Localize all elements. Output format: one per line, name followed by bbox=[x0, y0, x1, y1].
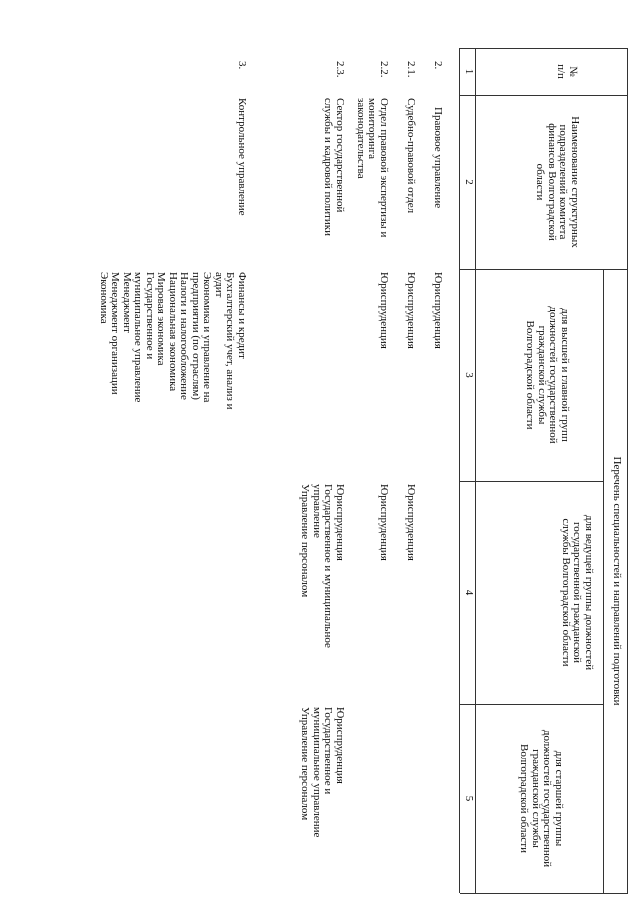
row-col5 bbox=[299, 707, 345, 837]
row-name-line: законодательства bbox=[355, 98, 367, 179]
row-col5-line: муниципальное управление bbox=[311, 707, 323, 838]
row-col3-line: Финансы и кредит bbox=[236, 272, 248, 359]
row-name bbox=[432, 107, 444, 208]
row-col3-line: Экономика и управление на bbox=[201, 272, 214, 403]
row-col3-line: Мировая экономика bbox=[155, 272, 168, 366]
header-col4-line: службы Волгоградской области bbox=[560, 518, 572, 667]
header-col4-line: для ведущей группы должностей bbox=[583, 514, 595, 671]
header-col1-line: № bbox=[567, 66, 579, 77]
column-number-2: 2 bbox=[463, 179, 475, 185]
row-name-line: службы и кадровой политики bbox=[322, 98, 335, 237]
header-col2-line: подразделений комитета bbox=[557, 124, 570, 240]
numbers-row-bottom-border bbox=[459, 48, 460, 893]
header-col5-line: гражданской службы bbox=[530, 749, 542, 848]
row-col3-line: Менеджмент bbox=[121, 272, 133, 333]
row-name bbox=[355, 98, 390, 237]
row-col3-line: Бухгалтерский учет, анализ и bbox=[224, 272, 237, 410]
row-col3-line: аудит bbox=[213, 272, 225, 298]
column-number-5: 5 bbox=[463, 795, 475, 802]
row-name-line: Правовое управление bbox=[432, 107, 444, 209]
row-col3 bbox=[378, 272, 390, 349]
row-col4-line: Юриспруденция bbox=[378, 484, 390, 561]
row-col3-line: Юриспруденция bbox=[432, 272, 444, 349]
row-col3 bbox=[98, 272, 248, 409]
row-col3 bbox=[405, 272, 417, 349]
row-col4-line: Управление персоналом bbox=[299, 484, 312, 598]
row-col4-line: Юриспруденция bbox=[334, 484, 346, 561]
row-number: 2.2. bbox=[378, 61, 390, 78]
header-col2-line: Наименование структурных bbox=[569, 116, 581, 248]
row-col4 bbox=[378, 484, 390, 561]
row-col3-line: Юриспруденция bbox=[378, 272, 390, 349]
row-name bbox=[405, 98, 417, 213]
header-col3-line: должностей государственной bbox=[547, 306, 560, 444]
header-col2-line: финансов Волгоградской bbox=[546, 123, 558, 241]
row-col4 bbox=[405, 484, 417, 561]
row-col3-line: Налоги и налогообложение bbox=[178, 272, 191, 400]
table-right-border bbox=[460, 893, 628, 894]
header-col5-line: Волгоградской области bbox=[518, 744, 531, 853]
header-col5-line: должностей государственной bbox=[541, 729, 554, 868]
group-header-bottom-border bbox=[603, 269, 604, 893]
header-col3-line: Волгоградской области bbox=[524, 320, 537, 430]
row-name bbox=[236, 98, 248, 215]
row-col3-line: Менеджмент организации bbox=[109, 272, 122, 395]
table-top-border bbox=[627, 48, 628, 893]
row-col3 bbox=[432, 272, 444, 349]
column-number-4: 4 bbox=[463, 589, 475, 596]
row-col3-line: Юриспруденция bbox=[405, 272, 417, 349]
table-left-border bbox=[460, 48, 628, 49]
row-name-line: Контрольное управление bbox=[236, 98, 248, 216]
row-col3-line: муниципальное управление bbox=[132, 272, 145, 403]
row-col3-line: Государственное и bbox=[144, 272, 156, 360]
header-col1-title bbox=[555, 48, 578, 95]
row-name bbox=[322, 98, 345, 236]
column-number-3: 3 bbox=[463, 372, 475, 378]
row-col3-line: Экономика bbox=[98, 272, 110, 324]
row-col5-line: Государственное и bbox=[322, 707, 335, 795]
header-col3-line: для высшей и главной групп bbox=[559, 308, 571, 442]
row-col3-line: предприятии (по отраслям) bbox=[190, 272, 202, 400]
header-group-title: Перечень специальностей и направлений подготовки bbox=[611, 456, 623, 706]
row-number: 2. bbox=[432, 61, 444, 70]
header-col3-title bbox=[524, 269, 570, 481]
row-name-line: Судебно-правовой отдел bbox=[405, 98, 417, 214]
header-col3-line: гражданской службы bbox=[536, 325, 548, 425]
row-col5-line: Управление персоналом bbox=[299, 707, 312, 821]
row-name-line: мониторинга bbox=[366, 98, 379, 160]
row-col4 bbox=[299, 484, 345, 648]
row-number: 2.1. bbox=[405, 61, 417, 78]
row-col4-line: управление bbox=[311, 484, 323, 538]
row-col3-line: Национальная экономика bbox=[167, 272, 179, 392]
row-number: 2.3. bbox=[334, 61, 346, 78]
row-col5-line: Юриспруденция bbox=[334, 707, 346, 784]
row-name-line: Сектор государственной bbox=[334, 98, 346, 213]
numbers-row-top-border bbox=[475, 48, 476, 893]
column-number-1: 1 bbox=[463, 68, 475, 75]
row-name-line: Отдел правовой экспертизы и bbox=[378, 98, 390, 238]
row-col4-line: Юриспруденция bbox=[405, 484, 417, 561]
header-col2-line: области bbox=[534, 163, 547, 201]
header-col2-title bbox=[534, 95, 580, 269]
header-col5-title bbox=[518, 704, 564, 893]
header-col4-title bbox=[560, 481, 595, 704]
header-col5-line: для старшей группы bbox=[553, 750, 565, 847]
row-col4-line: Государственное и муниципальное bbox=[322, 484, 335, 648]
header-col4-line: государственной гражданской bbox=[571, 521, 584, 664]
header-col1-line: п/п bbox=[555, 64, 568, 79]
row-number: 3. bbox=[236, 61, 248, 70]
